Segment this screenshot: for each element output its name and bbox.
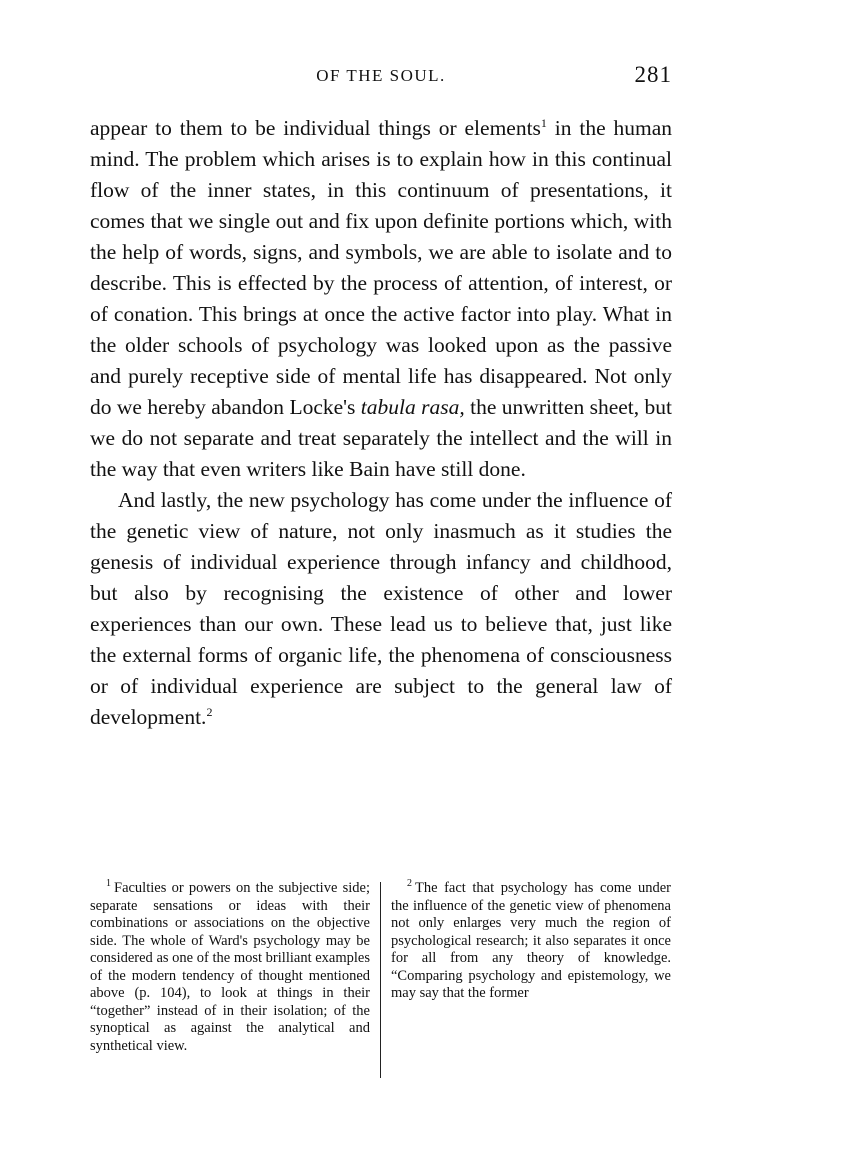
page-header (90, 62, 672, 92)
footnote-2 (391, 880, 671, 1003)
paragraph-1-text-b: in the human mind. The problem which arises is to explain how in this continual flow of the inner states, in this continuum of presentations, it comes that we single out and fix upon definite portions which, with the help of words, signs, and symbols, we are able to isolate and to describe. This is effected by the process of attention, of interest, or of conation. This brings at once the active factor into play. What in the older schools of psychology was looked upon as the passive and purely receptive side of mental life has disappeared. Not only do we hereby abandon Locke's (90, 116, 672, 419)
footnote-1-text: Faculties or powers on the subjective side; separate sensations or ideas with their combinations or associations on the objective side. The whole of Ward's psychology may be considered as one of the most brilliant examples of the modern tendency of thought mentioned above (p. 104), to look at things in their “together” instead of in their isolation; of the synoptical as against the analytical and synthetical view. (90, 880, 370, 1054)
paragraph-1-text-c: the unwritten sheet, but we do not separate and treat separately the intellect and the will in the way that even writers like Bain have still done. (90, 395, 672, 481)
footnotes (90, 880, 672, 1078)
main-text (90, 113, 672, 733)
paragraph-1 (90, 113, 672, 485)
italic-term: tabula rasa, (360, 395, 465, 419)
page-number: 281 (634, 62, 672, 87)
footnote-column-left (90, 880, 370, 1078)
running-head: OF THE SOUL. (316, 66, 446, 85)
footnote-column-right (391, 880, 671, 1078)
paragraph-2 (90, 485, 672, 733)
footnote-ref-1: 1 (540, 115, 547, 130)
footnote-ref-2: 2 (206, 704, 213, 719)
paragraph-2-text: And lastly, the new psychology has come under the influence of the genetic view of nature, not only inasmuch as it studies the genesis of individual experience through infancy and childhood, but also by recognising the existence of other and lower experiences than our own. These lead us to believe that, just like the external forms of organic life, the phenomena of consciousness or of individual experience are subject to the general law of development. (90, 488, 672, 729)
paragraph-1-text-a: appear to them to be individual things or elements (90, 116, 541, 140)
footnote-1 (90, 880, 370, 1055)
footnote-2-text: The fact that psychology has come under the influence of the genetic view of phenomena not only enlarges very much the region of psychological research; it also separates it once for all from any theory of knowledge. “Comparing psychology and epistemology, we may say that the former (391, 880, 671, 1001)
footnote-1-marker: 1 (106, 878, 111, 890)
footnote-2-marker: 2 (407, 878, 412, 890)
footnote-column-divider (380, 882, 381, 1078)
